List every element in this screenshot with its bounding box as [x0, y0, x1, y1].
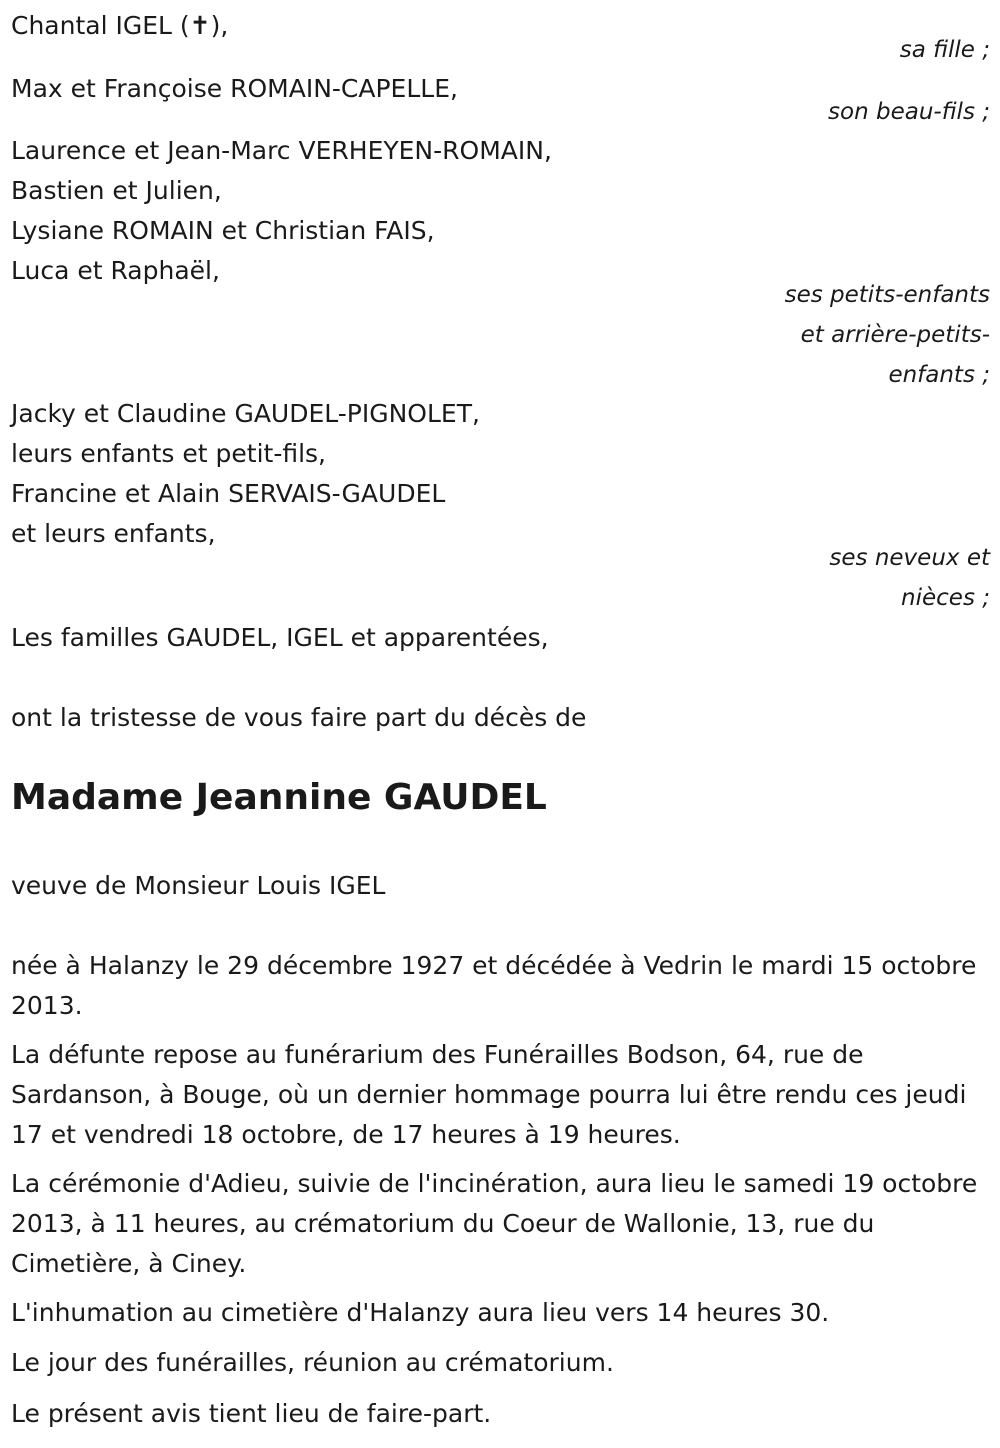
relation-label: et arrière-petits- [800, 322, 990, 348]
birth-death-paragraph: née à Halanzy le 29 décembre 1927 et décédée à Vedrin le mardi 15 octobre 2013. [11, 951, 977, 1020]
family-line: Chantal IGEL (✝), [11, 11, 229, 40]
family-line: Francine et Alain SERVAIS-GAUDEL [11, 479, 446, 508]
family-line: Luca et Raphaël, [11, 256, 220, 285]
relation-label: ses petits-enfants [784, 282, 990, 308]
ceremony-paragraph: La cérémonie d'Adieu, suivie de l'incinération, aura lieu le samedi 19 octobre 2013, à 11 heures, au crématorium du Coeur de Wallonie, 13, rue du Cimetière, à Ciney. [11, 1169, 978, 1278]
deceased-name: Madame Jeannine GAUDEL [11, 777, 547, 818]
relation-label: son beau-fils ; [828, 99, 990, 125]
burial-paragraph: L'inhumation au cimetière d'Halanzy aura lieu vers 14 heures 30. [11, 1298, 830, 1327]
family-line: Jacky et Claudine GAUDEL-PIGNOLET, [11, 399, 480, 428]
funerarium-paragraph: La défunte repose au funérarium des Funérailles Bodson, 64, rue de Sardanson, à Bouge, où un dernier hommage pourra lui être rendu ces jeudi 17 et vendredi 18 octobre, de 17 heures à 19 heures. [11, 1040, 967, 1149]
announcement-intro: ont la tristesse de vous faire part du décès de [11, 703, 587, 732]
relation-label: ses neveux et [829, 545, 990, 571]
widow-of: veuve de Monsieur Louis IGEL [11, 871, 386, 900]
relation-label: enfants ; [888, 362, 990, 388]
relation-label: sa fille ; [899, 37, 990, 63]
family-line: Bastien et Julien, [11, 176, 222, 205]
family-line: Les familles GAUDEL, IGEL et apparentées, [11, 623, 549, 652]
notice-paragraph: Le présent avis tient lieu de faire-part. [11, 1399, 492, 1428]
family-line: leurs enfants et petit-fils, [11, 439, 327, 468]
relation-label: nièces ; [901, 585, 990, 611]
family-line: et leurs enfants, [11, 519, 216, 548]
family-line: Laurence et Jean-Marc VERHEYEN-ROMAIN, [11, 136, 552, 165]
meeting-paragraph: Le jour des funérailles, réunion au crématorium. [11, 1348, 614, 1377]
family-line: Max et Françoise ROMAIN-CAPELLE, [11, 74, 458, 103]
family-line: Lysiane ROMAIN et Christian FAIS, [11, 216, 435, 245]
